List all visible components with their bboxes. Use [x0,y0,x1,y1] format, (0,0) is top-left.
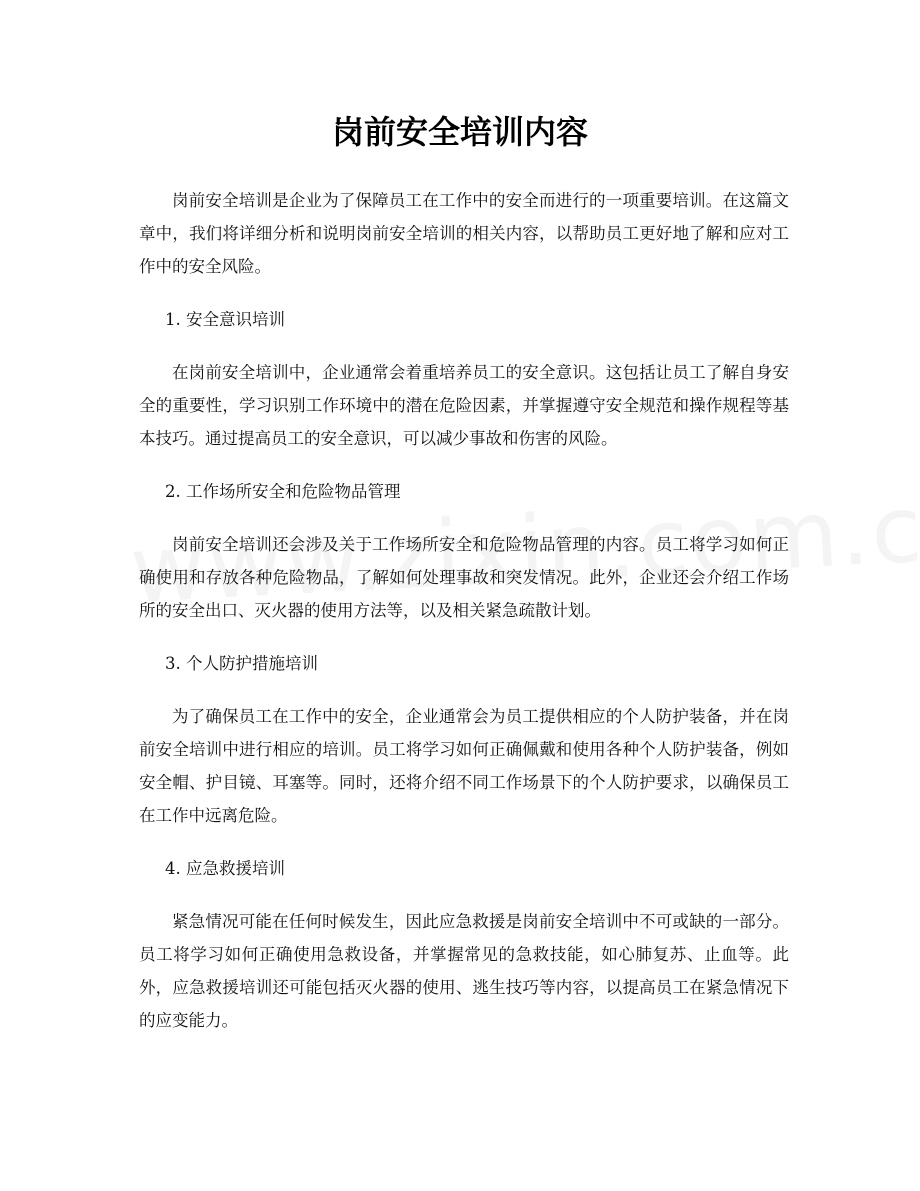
document-body [139,184,789,1057]
section-body-2: 岗前安全培训还会涉及关于工作场所安全和危险物品管理的内容。员工将学习如何正确使用和存放各种危险物品，了解如何处理事故和突发情况。此外，企业还会介绍工作场所的安全出口、灭火器的使用方法等，以及相关紧急疏散计划。 [139,535,789,620]
section-body-4: 紧急情况可能在任何时候发生，因此应急救援是岗前安全培训中不可或缺的一部分。员工将学习如何正确使用急救设备，并掌握常见的急救技能，如心肺复苏、止血等。此外，应急救援培训还可能包括灭火器的使用、逃生技巧等内容，以提高员工在紧急情况下的应变能力。 [139,912,789,1030]
section-body-3: 为了确保员工在工作中的安全，企业通常会为员工提供相应的个人防护装备，并在岗前安全培训中进行相应的培训。员工将学习如何正确佩戴和使用各种个人防护装备，例如安全帽、护目镜、耳塞等。同时，还将介绍不同工作场景下的个人防护要求，以确保员工在工作中远离危险。 [139,707,789,825]
section-heading-4: 4. 应急救援培训 [165,859,285,878]
page-title: 岗前安全培训内容 [331,113,588,151]
section-heading-1: 1. 安全意识培训 [165,310,285,329]
section-body-1: 在岗前安全培训中，企业通常会着重培养员工的安全意识。这包括让员工了解自身安全的重要性，学习识别工作环境中的潜在危险因素，并掌握遵守安全规范和操作规程等基本技巧。通过提高员工的安全意识，可以减少事故和伤害的风险。 [139,363,789,448]
section-heading-3: 3. 个人防护措施培训 [165,654,318,673]
section-heading-2: 2. 工作场所安全和危险物品管理 [165,482,401,501]
intro-paragraph: 岗前安全培训是企业为了保障员工在工作中的安全而进行的一项重要培训。在这篇文章中，我们将详细分析和说明岗前安全培训的相关内容，以帮助员工更好地了解和应对工作中的安全风险。 [139,191,789,276]
